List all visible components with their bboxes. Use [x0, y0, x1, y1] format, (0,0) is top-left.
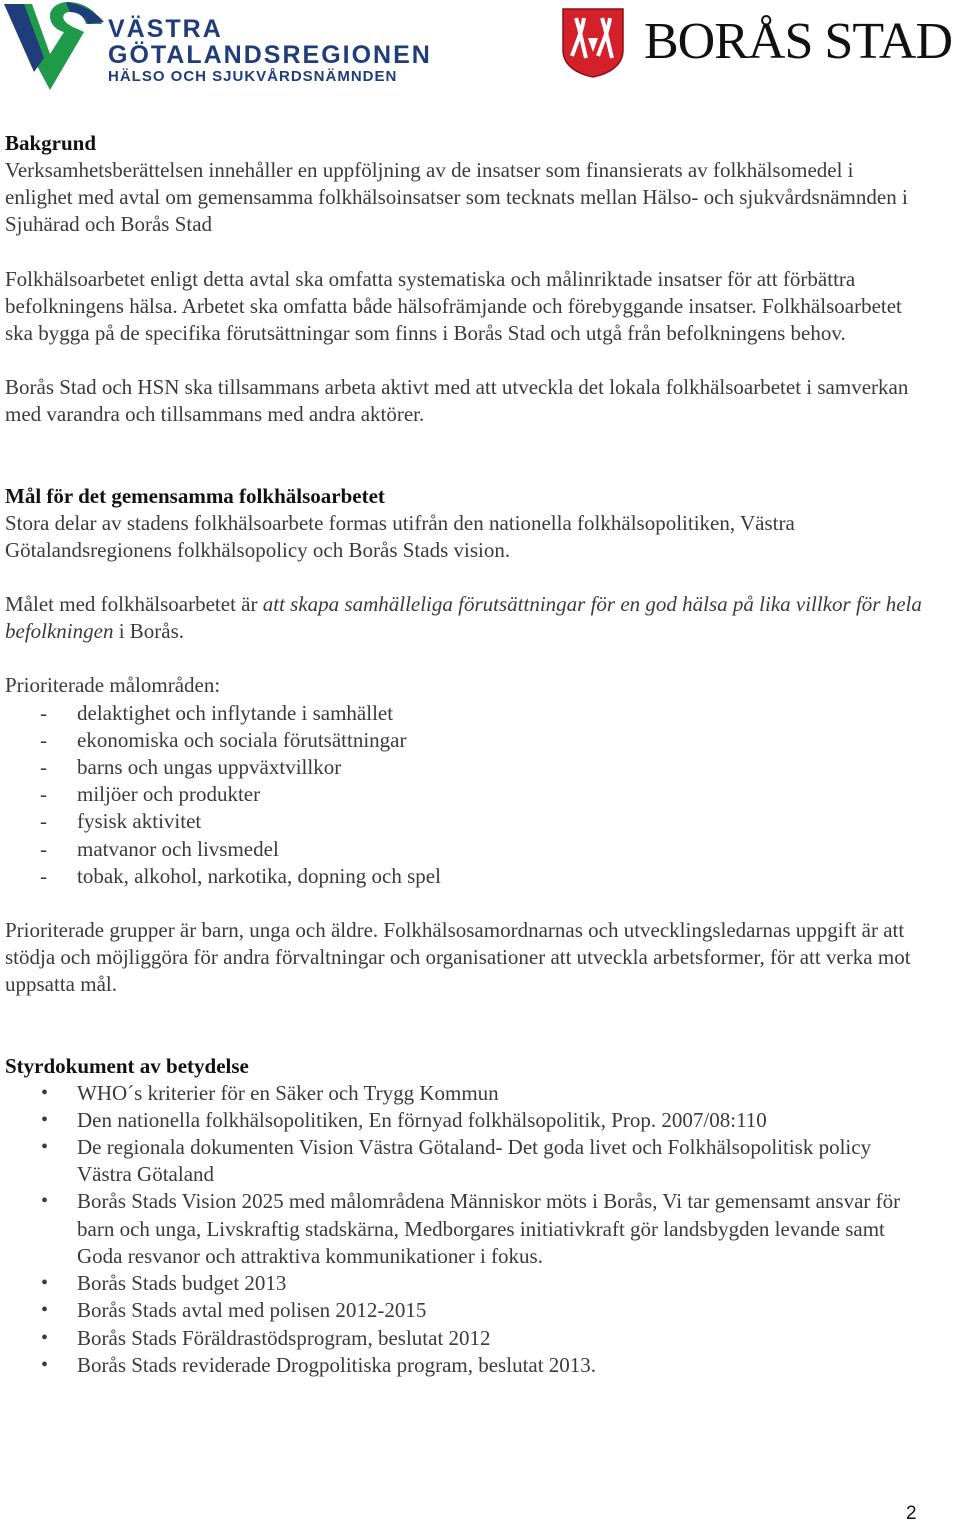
vgr-logo-mark-icon: [4, 2, 106, 92]
list-item: - matvanor och livsmedel: [40, 836, 279, 861]
page-number: 2: [906, 1503, 917, 1524]
heading-bakgrund: Bakgrund: [5, 131, 97, 155]
malomraden-intro: Prioriterade målområden:: [5, 673, 221, 698]
list-item: - fysisk aktivitet: [40, 809, 202, 834]
boras-stad-wordmark: BORÅS STAD: [644, 13, 953, 70]
page-header: [0, 0, 960, 95]
list-item: • Den nationella folkhälsopolitiken, En förnyad folkhälsopolitik, Prop. 2007/08:110: [41, 1107, 767, 1132]
list-item: - delaktighet och inflytande i samhället: [40, 700, 394, 725]
vgr-logo-line2: GÖTALANDSREGIONEN: [108, 41, 432, 69]
mal-paragraph-1: Stora delar av stadens folkhälsoarbete formas utifrån den nationella folkhälsopolitiken, Västra Götalandsregionens folkhälsopolicy och Borås Stads vision.: [5, 510, 795, 562]
list-item: • Borås Stads avtal med polisen 2012-2015: [41, 1298, 427, 1323]
vgr-logo-line3: HÄLSO OCH SJUKVÅRDSNÄMNDEN: [108, 68, 398, 85]
mal-goal-lead: Målet med folkhälsoarbetet är: [5, 592, 263, 617]
document-body: [5, 130, 925, 1379]
list-item: - tobak, alkohol, narkotika, dopning och spel: [40, 863, 441, 888]
list-item: • Borås Stads Föräldrastödsprogram, beslutat 2012: [41, 1325, 491, 1350]
list-item: • Borås Stads budget 2013: [41, 1271, 287, 1296]
mal-paragraph-2: [5, 591, 925, 645]
mal-paragraph-3: Prioriterade grupper är barn, unga och äldre. Folkhälsosamordnarnas och utvecklingsledarnas uppgift är att stödja och möjliggöra för andra förvaltningar och organisationer att utveckla arbetsformer, för att verka mot uppsatta mål.: [5, 918, 911, 997]
boras-coat-of-arms-icon: [562, 8, 624, 78]
mal-goal-statement: att skapa samhälleliga förutsättningar för en god hälsa på lika villkor för hela befolkningen: [5, 592, 922, 644]
vgr-logo: [4, 2, 432, 92]
list-item: • De regionala dokumenten Vision Västra Götaland- Det goda livet och Folkhälsopolitisk policy Västra Götaland: [41, 1135, 872, 1187]
list-item: - miljöer och produkter: [40, 782, 261, 807]
list-item: - ekonomiska och sociala förutsättningar: [40, 727, 407, 752]
list-item: - barns och ungas uppväxtvillkor: [40, 755, 342, 780]
list-item: • Borås Stads Vision 2025 med målområdena Människor möts i Borås, Vi tar gemensamt ansvar för barn och unga, Livskraftig stadskärna, Medborgares initiativkraft gör landsbygden levande samt Goda resvanor och attraktiva kommunikationer i fokus.: [41, 1189, 901, 1268]
malomraden-list: [5, 700, 925, 890]
vgr-logo-text: [108, 16, 432, 86]
bakgrund-paragraph-3: Borås Stad och HSN ska tillsammans arbeta aktivt med att utveckla det lokala folkhälsoarbetet i samverkan med varandra och tillsammans med andra aktörer.: [5, 375, 909, 427]
styrdokument-list: [5, 1080, 925, 1379]
list-item: • Borås Stads reviderade Drogpolitiska program, beslutat 2013.: [41, 1352, 597, 1377]
vgr-logo-line1: VÄSTRA: [108, 15, 223, 43]
boras-stad-logo: [562, 6, 960, 80]
list-item: • WHO´s kriterier för en Säker och Trygg Kommun: [41, 1080, 499, 1105]
bakgrund-paragraph-1: Verksamhetsberättelsen innehåller en uppföljning av de insatser som finansierats av folkhälsomedel i enlighet med avtal om gemensamma folkhälsoinsatser som tecknats mellan Hälso- och sjukvårdsnämnden i Sjuhärad och Borås Stad: [5, 158, 908, 237]
bakgrund-paragraph-2: Folkhälsoarbetet enligt detta avtal ska omfatta systematiska och målinriktade insatser för att förbättra befolkningens hälsa. Arbetet ska omfatta både hälsofrämjande och förebyggande insatser. Folkhälsoarbetet ska bygga på de specifika förutsättningar som finns i Borås Stad och utgå från befolkningens behov.: [5, 266, 902, 346]
mal-goal-tail: i Borås.: [113, 619, 185, 644]
heading-mal: Mål för det gemensamma folkhälsoarbetet: [5, 483, 385, 508]
heading-styrdokument: Styrdokument av betydelse: [5, 1053, 249, 1078]
